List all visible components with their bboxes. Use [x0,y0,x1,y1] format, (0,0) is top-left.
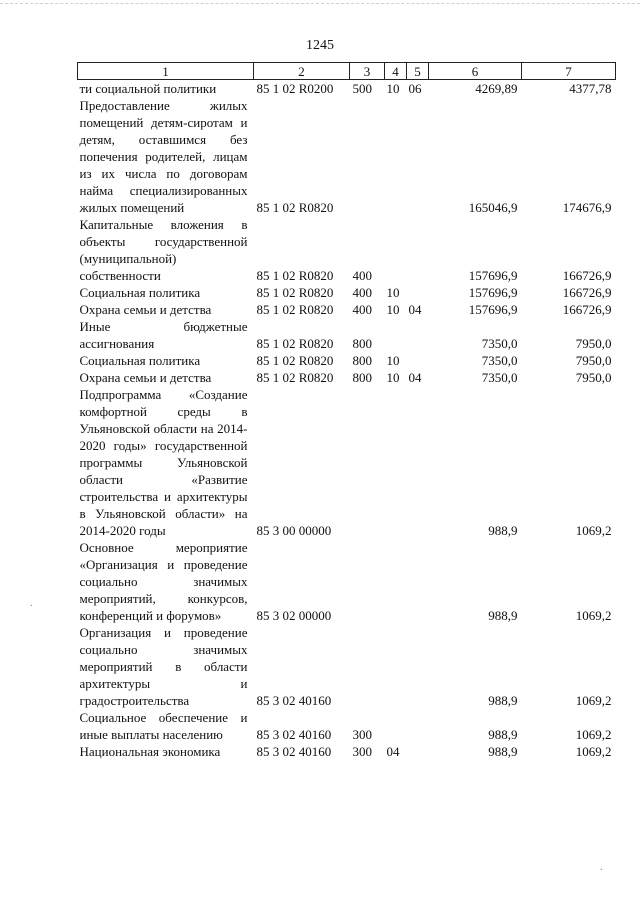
row-name-cell: Социальное обеспечение и иные выплаты населению [79,710,248,742]
amount-2019-cell: 4269,89 [475,81,518,96]
amount-2019-cell: 7350,0 [481,336,518,351]
section-cell [385,624,407,709]
amount-2020-cell: 7950,0 [575,336,612,351]
amount-2019-cell: 7350,0 [481,370,518,385]
section-cell: 10 [386,370,400,385]
header-cell: 6 [429,63,522,80]
target-code-cell: 85 1 02 R0820 [256,285,334,300]
table-row [78,301,616,318]
expense-type-cell: 800 [352,336,372,351]
amount-2020-cell: 1069,2 [575,523,612,538]
expense-type-cell: 300 [352,744,372,759]
amount-2019-cell: 988,9 [488,523,518,538]
section-cell [385,318,407,352]
amount-2019-cell: 988,9 [488,744,518,759]
amount-2019-cell: 157696,9 [468,302,518,317]
section-cell [385,216,407,284]
amount-2020-cell: 1069,2 [575,727,612,742]
table-row [78,369,616,386]
target-code-cell: 85 1 02 R0820 [256,268,334,283]
target-code-cell: 85 1 02 R0820 [256,200,334,215]
table-row [78,216,616,284]
expense-type-cell [350,386,385,539]
subsection-cell: 04 [408,370,422,385]
amount-2020-cell: 7950,0 [575,370,612,385]
expense-type-cell: 400 [352,302,372,317]
amount-2019-cell: 165046,9 [468,200,518,215]
header-cell: 2 [254,63,350,80]
row-name-cell: Охрана семьи и детства [79,302,212,317]
row-name-cell: Предоставление жилых помещений детям-сиротам и детям, оставшимся без попечения родителей, лицам из их числа по договорам найма специализированных жилых помещений [79,98,248,215]
page-number: 1245 [306,38,334,53]
target-code-cell: 85 1 02 R0200 [256,81,334,96]
row-name-cell: Социальная политика [79,353,201,368]
amount-2020-cell: 7950,0 [575,353,612,368]
subsection-cell [407,743,429,760]
table-row [78,743,616,760]
subsection-cell [407,97,429,216]
target-code-cell: 85 1 02 R0820 [256,353,334,368]
amount-2019-cell: 157696,9 [468,268,518,283]
amount-2019-cell: 157696,9 [468,285,518,300]
row-name-cell: ти социальной политики [79,81,217,96]
table-row [78,97,616,216]
table-row [78,539,616,624]
row-name-cell: Основное мероприятие «Организация и проведение социально значимых мероприятий, конкурсов, конференций и форумов» [79,540,248,623]
header-cell: 7 [522,63,616,80]
target-code-cell: 85 3 02 40160 [256,744,332,759]
subsection-cell [407,539,429,624]
subsection-cell [407,284,429,301]
table-row [78,80,616,98]
row-name-cell: Охрана семьи и детства [79,370,212,385]
row-name-cell: Организация и проведение социально значимых мероприятий в области архитектуры и градостроительства [79,625,248,708]
table-row [78,386,616,539]
amount-2020-cell: 1069,2 [575,744,612,759]
amount-2020-cell: 166726,9 [562,268,612,283]
expense-type-cell: 400 [352,268,372,283]
header-cell: 3 [350,63,385,80]
amount-2020-cell: 1069,2 [575,693,612,708]
row-name-cell: Социальная политика [79,285,201,300]
target-code-cell: 85 1 02 R0820 [256,370,334,385]
subsection-cell [407,386,429,539]
amount-2019-cell: 988,9 [488,693,518,708]
subsection-cell [407,318,429,352]
expense-type-cell [350,624,385,709]
expense-type-cell: 500 [352,81,372,96]
subsection-cell [407,216,429,284]
expense-type-cell: 300 [352,727,372,742]
table-row [78,284,616,301]
scan-artifact-line [0,3,640,8]
amount-2020-cell: 4377,78 [569,81,612,96]
amount-2020-cell: 166726,9 [562,285,612,300]
amount-2020-cell: 174676,9 [562,200,612,215]
target-code-cell: 85 3 02 40160 [256,727,332,742]
header-cell: 4 [385,63,407,80]
section-cell [385,539,407,624]
expense-type-cell [350,539,385,624]
section-cell [385,386,407,539]
amount-2020-cell: 1069,2 [575,608,612,623]
row-name-cell: Капитальные вложения в объекты государственной (муниципальной) собственности [79,217,248,283]
subsection-cell [407,624,429,709]
table-row [78,318,616,352]
section-cell: 10 [386,353,400,368]
target-code-cell: 85 3 02 00000 [256,608,332,623]
target-code-cell: 85 3 00 00000 [256,523,332,538]
row-name-cell: Национальная экономика [79,744,221,759]
subsection-cell [407,709,429,743]
section-cell: 10 [386,285,400,300]
table-row [78,352,616,369]
row-name-cell: Подпрограмма «Создание комфортной среды в Ульяновской области на 2014-2020 годы» государственной программы Ульяновской области «Развитие строительства и архитектуры в Ульяновской области» на 2014-2020 годы [79,387,248,538]
row-name-cell: Иные бюджетные ассигнования [79,319,248,351]
amount-2019-cell: 7350,0 [481,353,518,368]
header-cell: 1 [78,63,254,80]
section-cell: 10 [386,302,400,317]
header-row [78,63,616,80]
subsection-cell [407,352,429,369]
section-cell: 04 [386,744,400,759]
expense-type-cell [350,97,385,216]
budget-table [77,62,616,760]
subsection-cell: 06 [408,81,422,96]
scan-dot: . [30,598,33,609]
target-code-cell: 85 3 02 40160 [256,693,332,708]
section-cell [385,97,407,216]
header-cell: 5 [407,63,429,80]
expense-type-cell: 800 [352,370,372,385]
table-row [78,709,616,743]
section-cell [385,709,407,743]
amount-2019-cell: 988,9 [488,608,518,623]
target-code-cell: 85 1 02 R0820 [256,302,334,317]
amount-2019-cell: 988,9 [488,727,518,742]
section-cell: 10 [386,81,400,96]
scan-dot: . [600,862,603,873]
subsection-cell: 04 [408,302,422,317]
target-code-cell: 85 1 02 R0820 [256,336,334,351]
expense-type-cell: 400 [352,285,372,300]
expense-type-cell: 800 [352,353,372,368]
table-row [78,624,616,709]
amount-2020-cell: 166726,9 [562,302,612,317]
